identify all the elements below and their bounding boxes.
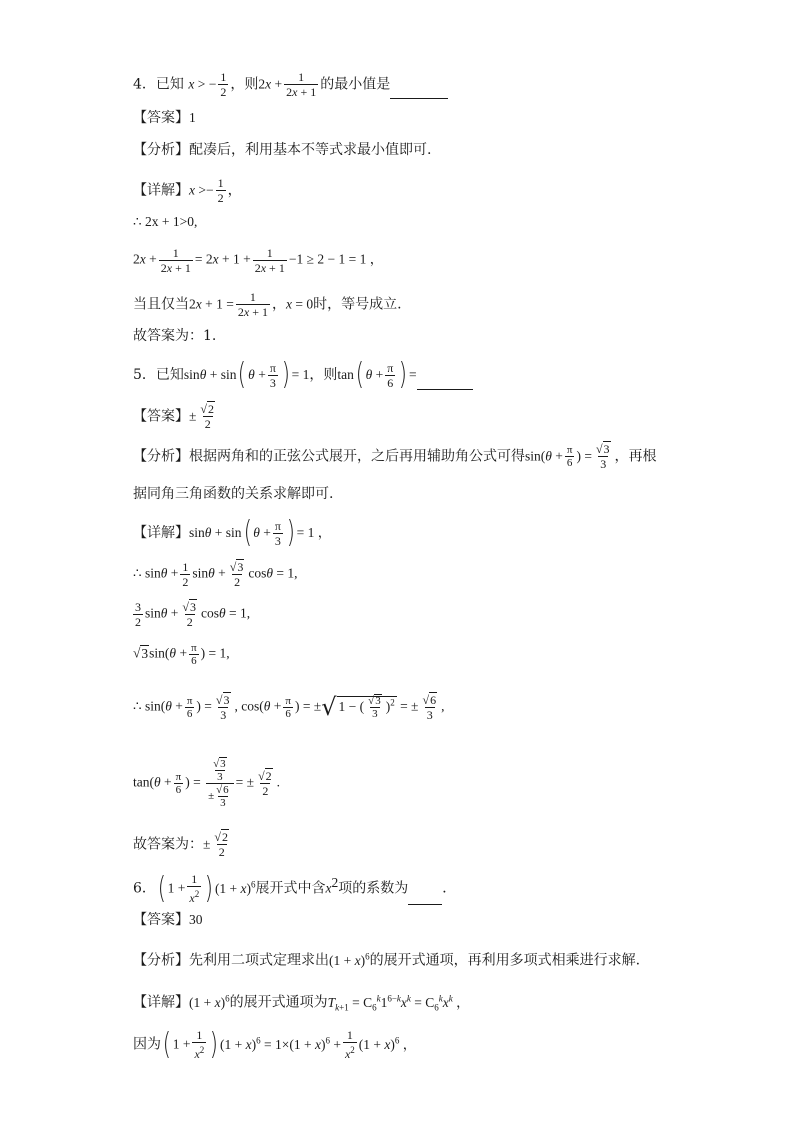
answer-blank: [417, 389, 473, 390]
q4-analysis: 【分析】配凑后，利用基本不等式求最小值即可.: [133, 142, 432, 158]
q6-step1: 因为( 1 + $\frac{1}{x^2}$ ) $(1 + x)^6 = 1\times(1 + x)^6$ + $\frac{1}{x^2}$ $(1 + x)^6$ ，: [133, 1026, 417, 1062]
q4-number: 4．: [133, 76, 156, 93]
q6-stem: 6．( 1 + $\frac{1}{x^2}$ ) $(1 + x)^6$展开式中含$x^2$项的系数为 ．: [133, 870, 457, 906]
q5-step1: ∴ sinθ + $\frac{1}{2}$ sinθ + $\frac{√3}{2}$ cosθ = 1,: [133, 560, 298, 589]
q6-number: 6．: [133, 880, 156, 897]
q5-detail: 【详解】sinθ + sin( θ + $\frac{\pi}{3}$ ) = 1 ，: [133, 515, 332, 550]
q5-step5: tan(θ + $\frac{\pi}{6}$ ) = $\frac{√3}{3}$ ± $\frac{√6}{3}$ = ± $\frac{√2}{2}$ .: [133, 758, 281, 809]
q5-answer: 【答案】± $\frac{√2}{2}$: [133, 402, 215, 431]
q4-step2: 2x + $\frac{1}{2x + 1}$ = 2x + 1 + $\frac{1}{2x + 1}$ −1 ≥ 2 − 1 = 1 ，: [133, 246, 384, 275]
q5-conclusion: 故答案为：± $\frac{√2}{2}$: [133, 830, 229, 859]
q5-analysis: 【分析】根据两角和的正弦公式展开，之后再用辅助角公式可得sin(θ + $\frac{\pi}{6}$ ) = $\frac{√3}{3}$ ，再根: [133, 442, 657, 471]
q5-step3: √3sin(θ + $\frac{\pi}{6}$ ) = 1,: [133, 642, 230, 667]
answer-blank: [390, 98, 448, 99]
q5-analysis-cont: 据同角三角函数的关系求解即可.: [133, 486, 334, 502]
q4-stem: 4．已知 x > − $\frac{1}{2}$ ，则2x + $\frac{1}{2x + 1}$ 的最小值是: [133, 70, 448, 99]
q5-stem: 5．已知sinθ + sin( θ + $\frac{\pi}{3}$ ) = 1，则tan( θ + $\frac{\pi}{6}$ ) =: [133, 360, 473, 390]
q4-step1: ∴ 2x + 1>0,: [133, 214, 198, 229]
q5-number: 5．: [133, 367, 156, 383]
q5-step2: $\frac{3}{2}$ sinθ + $\frac{√3}{2}$ cosθ = 1,: [135, 600, 251, 629]
answer-blank: [408, 904, 442, 905]
q6-detail: 【详解】$(1 + x)^6$的展开式通项为$T_{k+1} = C_6^k1^{6-k}x^k = C_6^kx^k$ ，: [133, 993, 470, 1013]
q4-step3: 当且仅当2x + 1 = $\frac{1}{2x + 1}$ ，x = 0时，等号成立.: [133, 290, 402, 319]
q4-answer: 【答案】1: [133, 110, 196, 126]
q6-analysis: 【分析】先利用二项式定理求出$(1 + x)^6$的展开式通项，再利用多项式相乘进行求解.: [133, 951, 641, 969]
q6-answer: 【答案】30: [133, 912, 203, 928]
q4-conclusion: 故答案为：1.: [133, 328, 217, 344]
q4-detail: 【详解】x >− $\frac{1}{2}$ ，: [133, 176, 242, 205]
q5-step4: ∴ sin(θ + $\frac{\pi}{6}$ ) = $\frac{√3}{3}$ , cos(θ + $\frac{\pi}{6}$ ) = ±√ 1 − ( $\frac{√3}{3}$ )$^2$ = ± $\frac{√6}{3}$ ,: [133, 692, 445, 722]
